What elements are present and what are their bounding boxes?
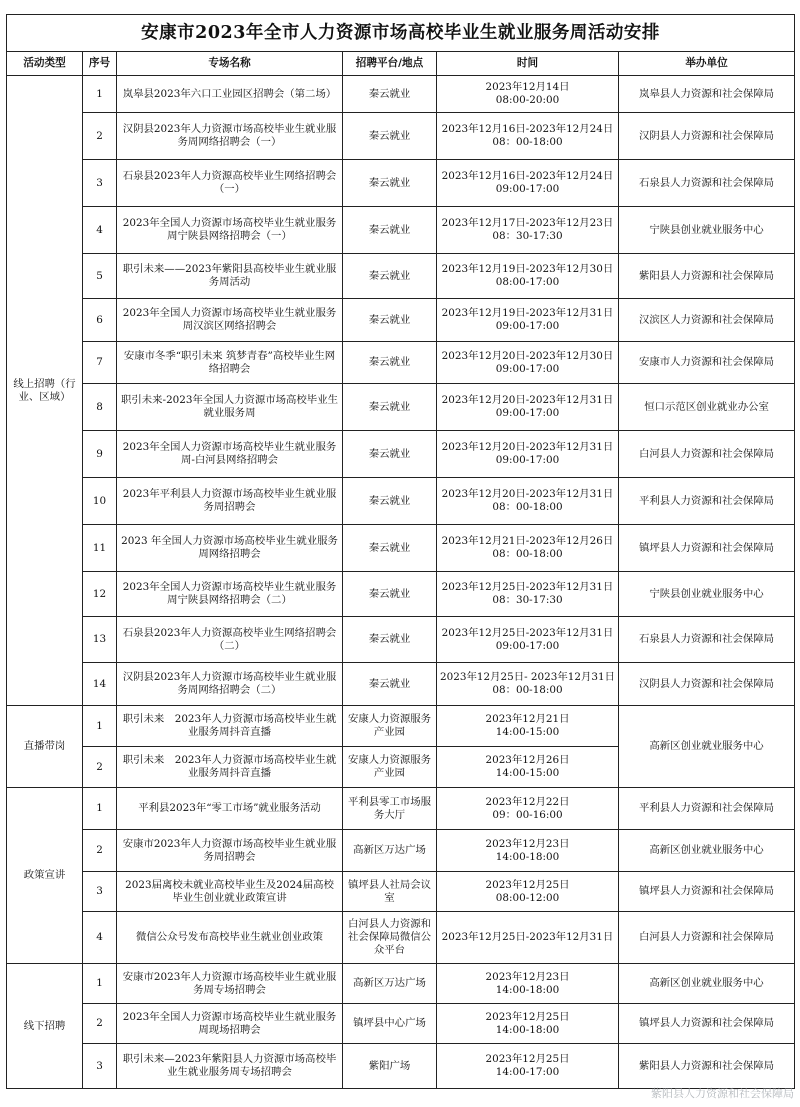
time-hours: 14:00-18:00 [495,983,560,996]
platform-cell: 秦云就业 [343,617,437,663]
time-date: 2023年12月23日 [485,837,570,850]
time-date: 2023年12月23日 [485,970,570,983]
organizer-cell: 石泉县人力资源和社会保障局 [619,617,795,663]
time-hours: 14:00-15:00 [495,726,560,738]
time-date: 2023年12月19日-2023年12月30日 [441,263,614,275]
time-date: 2023年12月25日 [485,1053,570,1065]
time-hours: 08：30-17:30 [492,230,563,242]
time-date: 2023年12月21日-2023年12月26日 [441,535,614,547]
organizer-cell: 高新区创业就业服务中心 [619,830,795,872]
row-number: 5 [83,254,117,299]
time-date: 2023年12月26日 [485,754,570,766]
organizer-cell: 白河县人力资源和社会保障局 [619,431,795,478]
time-cell [437,76,619,113]
time-hours: 09：00-16:00 [492,808,563,821]
table-row [7,706,795,747]
organizer-cell: 高新区创业就业服务中心 [619,964,795,1004]
platform-cell: 秦云就业 [343,76,437,113]
organizer-cell: 石泉县人力资源和社会保障局 [619,160,795,207]
platform-cell: 秦云就业 [343,384,437,431]
organizer-cell: 汉滨区人力资源和社会保障局 [619,299,795,342]
session-name: 2023年全国人力资源市场高校毕业生就业服务周宁陕县网络招聘会（二） [117,572,343,617]
organizer-cell: 紫阳县人力资源和社会保障局 [619,254,795,299]
table-row [7,617,795,663]
row-number: 4 [83,912,117,964]
row-number: 11 [83,525,117,572]
time-date: 2023年12月25日- 2023年12月31日 [440,671,615,683]
row-number: 14 [83,663,117,706]
platform-cell: 秦云就业 [343,663,437,706]
time-hours: 14:00-18:00 [495,1023,560,1036]
activity-type-cell: 直播带岗 [7,706,83,788]
session-name: 2023年全国人力资源市场高校毕业生就业服务周-白河县网络招聘会 [117,431,343,478]
time-date: 2023年12月25日-2023年12月31日 [441,626,614,639]
session-name: 职引未来-2023年全国人力资源市场高校毕业生就业服务周 [117,384,343,431]
row-number: 4 [83,207,117,254]
row-number: 7 [83,342,117,384]
organizer-cell: 镇坪县人力资源和社会保障局 [619,1004,795,1044]
table-row [7,572,795,617]
row-number: 12 [83,572,117,617]
platform-cell: 秦云就业 [343,254,437,299]
session-name: 安康市2023年人力资源市场高校毕业生就业服务周专场招聘会 [117,964,343,1004]
time-hours: 08：00-18:00 [492,548,563,560]
time-cell [437,663,619,706]
row-number: 6 [83,299,117,342]
time-cell [437,525,619,572]
platform-cell: 秦云就业 [343,478,437,525]
platform-cell: 镇坪县人社局会议室 [343,872,437,912]
time-date: 2023年12月16日-2023年12月24日 [441,170,614,182]
organizer-cell: 宁陕县创业就业服务中心 [619,572,795,617]
time-date: 2023年12月20日-2023年12月31日 [441,488,614,500]
organizer-cell: 紫阳县人力资源和社会保障局 [619,1044,795,1089]
time-hours: 08:00-20:00 [495,94,560,106]
session-name: 职引未来—2023年紫阳县人力资源市场高校毕业生就业服务周专场招聘会 [117,1044,343,1089]
time-hours: 14:00-18:00 [495,850,560,863]
time-hours: 09:00-17:00 [495,454,560,466]
session-name: 2023 年全国人力资源市场高校毕业生就业服务周网络招聘会 [117,525,343,572]
table-row [7,525,795,572]
time-date: 2023年12月25日-2023年12月31日 [441,931,614,943]
row-number: 1 [83,76,117,113]
time-cell [437,160,619,207]
time-cell [437,747,619,788]
organizer-cell: 岚皋县人力资源和社会保障局 [619,76,795,113]
row-number: 10 [83,478,117,525]
time-cell [437,964,619,1004]
platform-cell: 紫阳广场 [343,1044,437,1089]
platform-cell: 秦云就业 [343,160,437,207]
time-hours: 08：30-17:30 [492,594,563,606]
organizer-cell: 宁陕县创业就业服务中心 [619,207,795,254]
session-name: 石泉县2023年人力资源高校毕业生网络招聘会（一） [117,160,343,207]
row-number: 1 [83,788,117,830]
session-name: 2023届离校未就业高校毕业生及2024届高校毕业生创业就业政策宣讲 [117,872,343,912]
session-name: 职引未来——2023年紫阳县高校毕业生就业服务周活动 [117,254,343,299]
platform-cell: 平利县零工市场服务大厅 [343,788,437,830]
row-number: 2 [83,747,117,788]
session-name: 2023年全国人力资源市场高校毕业生就业服务周现场招聘会 [117,1004,343,1044]
table-row [7,160,795,207]
time-hours: 09:00-17:00 [495,320,560,332]
time-date: 2023年12月20日-2023年12月31日 [441,394,614,406]
time-date: 2023年12月25日-2023年12月31日 [441,581,614,593]
header-activity-type: 活动类型 [7,52,83,76]
platform-cell: 秦云就业 [343,525,437,572]
time-date: 2023年12月20日-2023年12月30日 [441,349,614,362]
table-row [7,254,795,299]
platform-cell: 秦云就业 [343,572,437,617]
time-cell [437,342,619,384]
table-row [7,663,795,706]
platform-cell: 镇坪县中心广场 [343,1004,437,1044]
platform-cell: 秦云就业 [343,207,437,254]
session-name: 职引未来 2023年人力资源市场高校毕业生就业服务周抖音直播 [117,747,343,788]
time-hours: 08：00-18:00 [492,501,563,513]
watermark: 紫阳县人力资源和社会保障局 [651,1087,794,1100]
document-title: 安康市2023年全市人力资源市场高校毕业生就业服务周活动安排 [7,15,795,52]
row-number: 13 [83,617,117,663]
time-hours: 08：00-18:00 [492,684,563,696]
platform-cell: 高新区万达广场 [343,964,437,1004]
session-name: 平利县2023年“零工市场”就业服务活动 [117,788,343,830]
time-date: 2023年12月21日 [485,713,570,725]
session-name: 岚皋县2023年六口工业园区招聘会（第二场） [117,76,343,113]
activity-type-cell: 政策宣讲 [7,788,83,964]
time-cell [437,706,619,747]
header-organizer: 举办单位 [619,52,795,76]
activity-type-cell: 线下招聘 [7,964,83,1089]
session-name: 2023年平利县人力资源市场高校毕业生就业服务周招聘会 [117,478,343,525]
time-date: 2023年12月17日-2023年12月23日 [441,217,614,229]
platform-cell: 白河县人力资源和社会保障局微信公众平台 [343,912,437,964]
platform-cell: 秦云就业 [343,342,437,384]
time-date: 2023年12月14日 [485,81,570,93]
row-number: 1 [83,706,117,747]
organizer-cell: 安康市人力资源和社会保障局 [619,342,795,384]
time-date: 2023年12月16日-2023年12月24日 [441,123,614,135]
row-number: 2 [83,1004,117,1044]
time-hours: 08:00-12:00 [495,891,560,904]
table-row [7,830,795,872]
row-number: 8 [83,384,117,431]
platform-cell: 秦云就业 [343,431,437,478]
organizer-cell: 汉阴县人力资源和社会保障局 [619,113,795,160]
table-row [7,342,795,384]
table-row [7,872,795,912]
organizer-cell: 汉阴县人力资源和社会保障局 [619,663,795,706]
session-name: 安康市冬季“职引未来 筑梦青春”高校毕业生网络招聘会 [117,342,343,384]
time-date: 2023年12月25日 [485,878,570,891]
organizer-cell: 平利县人力资源和社会保障局 [619,478,795,525]
header-platform: 招聘平台/地点 [343,52,437,76]
platform-cell: 安康人力资源服务产业园 [343,747,437,788]
table-row [7,431,795,478]
header-row [7,52,795,76]
time-hours: 14:00-15:00 [495,767,560,779]
time-date: 2023年12月19日-2023年12月31日 [441,307,614,319]
table-row [7,964,795,1004]
time-cell [437,254,619,299]
row-number: 3 [83,160,117,207]
session-name: 2023年全国人力资源市场高校毕业生就业服务周宁陕县网络招聘会（一） [117,207,343,254]
time-cell [437,478,619,525]
row-number: 3 [83,1044,117,1089]
organizer-cell: 平利县人力资源和社会保障局 [619,788,795,830]
time-date: 2023年12月22日 [485,795,570,808]
table-row [7,76,795,113]
organizer-cell: 白河县人力资源和社会保障局 [619,912,795,964]
time-cell [437,113,619,160]
header-time: 时间 [437,52,619,76]
platform-cell: 安康人力资源服务产业园 [343,706,437,747]
time-hours: 09:00-17:00 [495,639,560,652]
table-row [7,207,795,254]
time-date: 2023年12月20日-2023年12月31日 [441,441,614,453]
session-name: 安康市2023年人力资源市场高校毕业生就业服务周招聘会 [117,830,343,872]
table-row [7,384,795,431]
table-row [7,299,795,342]
time-cell [437,830,619,872]
organizer-cell: 高新区创业就业服务中心 [619,706,795,788]
time-hours: 09:00-17:00 [495,407,560,419]
time-cell [437,431,619,478]
row-number: 9 [83,431,117,478]
time-cell [437,617,619,663]
row-number: 1 [83,964,117,1004]
time-cell [437,1004,619,1044]
time-hours: 08：00-18:00 [492,136,563,148]
organizer-cell: 镇坪县人力资源和社会保障局 [619,872,795,912]
table-row [7,478,795,525]
schedule-table [6,14,795,1089]
time-hours: 09:00-17:00 [495,183,560,195]
time-cell [437,1044,619,1089]
platform-cell: 秦云就业 [343,299,437,342]
organizer-cell: 恒口示范区创业就业办公室 [619,384,795,431]
session-name: 职引未来 2023年人力资源市场高校毕业生就业服务周抖音直播 [117,706,343,747]
row-number: 2 [83,113,117,160]
session-name: 汉阴县2023年人力资源市场高校毕业生就业服务周网络招聘会（一） [117,113,343,160]
platform-cell: 高新区万达广场 [343,830,437,872]
time-date: 2023年12月25日 [485,1010,570,1023]
activity-type-cell: 线上招聘（行业、区域） [7,76,83,706]
time-hours: 08:00-17:00 [495,276,560,288]
time-cell [437,912,619,964]
platform-cell: 秦云就业 [343,113,437,160]
table-row [7,113,795,160]
session-name: 2023年全国人力资源市场高校毕业生就业服务周汉滨区网络招聘会 [117,299,343,342]
session-name: 汉阴县2023年人力资源市场高校毕业生就业服务周网络招聘会（二） [117,663,343,706]
time-cell [437,788,619,830]
time-hours: 14:00-17:00 [495,1066,560,1078]
time-cell [437,384,619,431]
time-cell [437,872,619,912]
table-row [7,1004,795,1044]
header-number: 序号 [83,52,117,76]
session-name: 石泉县2023年人力资源高校毕业生网络招聘会（二） [117,617,343,663]
table-row [7,788,795,830]
time-cell [437,207,619,254]
row-number: 3 [83,872,117,912]
row-number: 2 [83,830,117,872]
header-session-name: 专场名称 [117,52,343,76]
time-cell [437,299,619,342]
table-row [7,1044,795,1089]
table-row [7,912,795,964]
time-cell [437,572,619,617]
session-name: 微信公众号发布高校毕业生就业创业政策 [117,912,343,964]
time-hours: 09:00-17:00 [495,362,560,375]
organizer-cell: 镇坪县人力资源和社会保障局 [619,525,795,572]
